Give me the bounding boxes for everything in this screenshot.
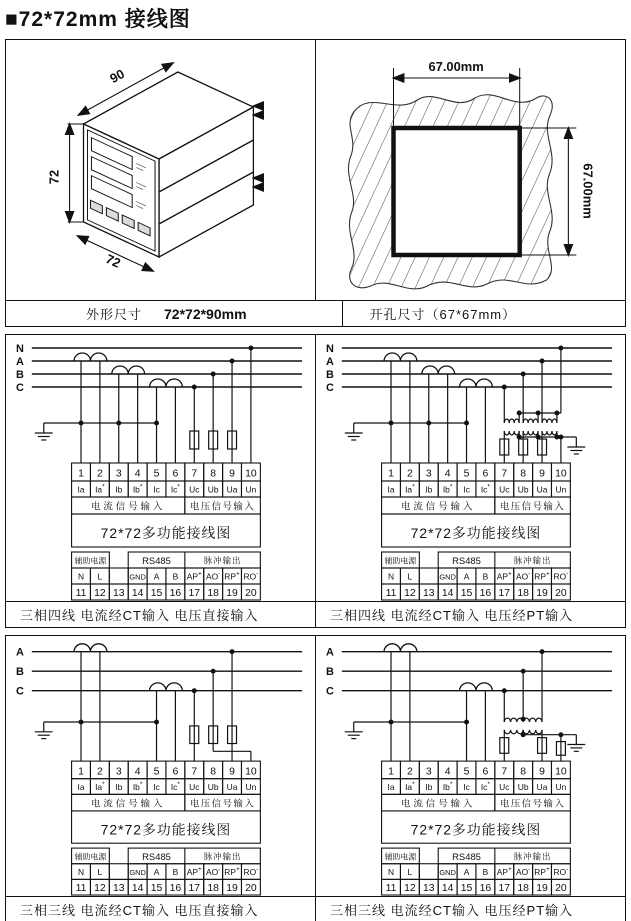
terminal-cell [419, 864, 438, 880]
terminal-number: 7 [501, 766, 508, 778]
ct-icon [74, 644, 107, 652]
terminal-label: Ib [425, 782, 433, 792]
terminal-label: L [97, 867, 103, 877]
terminal-number: 9 [229, 468, 235, 480]
terminal-label: B [172, 867, 179, 877]
terminal-label: Ib [425, 484, 433, 495]
terminal-label: Ia [387, 484, 395, 495]
pt-coil-icon [523, 730, 542, 734]
panel-cutout-drawing [316, 40, 625, 300]
terminal-number: 4 [444, 766, 451, 778]
superscript: + [507, 866, 512, 874]
dim-cutout-width-label: 67.00mm [428, 58, 484, 75]
aux-power-label: 辅助电源 [384, 852, 417, 862]
current-signal-label: 电流信号输入 [400, 798, 476, 809]
rs485-label: RS485 [452, 555, 481, 568]
terminal-number: 15 [150, 587, 163, 600]
terminal-number: 11 [75, 587, 87, 600]
pt-coil-icon [523, 419, 538, 423]
terminal-number: 14 [441, 883, 454, 895]
superscript: - [566, 866, 569, 874]
terminal-number: 6 [172, 766, 179, 778]
rs485-label: RS485 [452, 851, 481, 862]
terminal-label: RP+ [534, 570, 550, 582]
terminal-number: 1 [78, 468, 84, 480]
aux-power-label: 辅助电源 [384, 556, 417, 566]
terminal-label: Ub [207, 782, 219, 792]
terminal-number: 3 [425, 766, 432, 778]
voltage-signal-label: 电压信号输入 [499, 798, 566, 809]
terminal-number: 17 [188, 883, 201, 895]
voltage-signal-label: 电压信号输入 [189, 798, 256, 809]
wiring-panel-3w-pt [316, 636, 625, 896]
terminal-label: RP+ [224, 866, 240, 877]
terminal-number: 18 [207, 883, 219, 895]
terminal-number: 5 [153, 766, 160, 778]
terminal-label: AO- [205, 866, 221, 877]
terminal-label: Ua [536, 782, 548, 792]
terminal-number: 16 [169, 883, 182, 895]
superscript: + [235, 866, 240, 874]
pulse-output-label: 脉冲输出 [513, 851, 552, 862]
terminal-number: 11 [385, 587, 397, 600]
terminal-number: 15 [460, 883, 473, 895]
terminal-number: 7 [501, 468, 508, 480]
ct-icon [384, 644, 417, 652]
phase-label-B: B [15, 368, 24, 382]
terminal-number: 4 [134, 766, 141, 778]
ct-icon [422, 366, 455, 374]
terminal-number: 2 [96, 468, 103, 480]
junction-dot [389, 720, 394, 725]
terminal-number: 1 [388, 468, 394, 480]
superscript: + [507, 570, 512, 578]
page-title: ■72*72mm 接线图 [5, 8, 191, 31]
pulse-output-label: 脉冲输出 [203, 851, 242, 862]
terminal-number: 8 [210, 766, 217, 778]
superscript: - [256, 866, 259, 874]
terminal-number: 4 [444, 468, 451, 480]
mounting-clip-icon [253, 102, 263, 119]
terminal-label: B [172, 571, 179, 582]
terminal-number: 8 [210, 468, 217, 480]
terminal-label: B [482, 571, 489, 582]
terminal-number: 10 [245, 766, 257, 778]
terminal-number: 2 [96, 766, 103, 778]
outline-caption-label: 外形尺寸 [86, 307, 143, 322]
terminal-number: 19 [226, 587, 238, 600]
outline-caption [6, 301, 343, 326]
terminal-label: Ia [77, 782, 85, 792]
pt-coil-icon [504, 419, 519, 423]
superscript: * [139, 781, 143, 789]
superscript: - [528, 570, 531, 578]
terminal-number: 14 [131, 587, 144, 600]
terminal-number: 6 [482, 468, 489, 480]
rs485-label: RS485 [142, 555, 171, 568]
terminal-number: 2 [406, 468, 413, 480]
current-signal-label: 电流信号输入 [400, 501, 476, 513]
terminal-number: 18 [517, 883, 529, 895]
caption-4w-pt: 三相四线 电流经CT输入 电压经PT输入 [330, 608, 574, 623]
terminal-number: 12 [404, 883, 416, 895]
terminal-label: Ib* [132, 483, 143, 495]
phase-label-C: C [15, 381, 24, 395]
junction-dot [116, 421, 121, 426]
junction-dot [464, 720, 469, 725]
terminal-label: Ib [115, 484, 123, 495]
wiring-diagram-4w-direct [6, 335, 315, 601]
terminal-label: RO- [243, 866, 259, 877]
wiring-panel-3w-direct [6, 636, 316, 896]
terminal-label: Uc [189, 782, 200, 792]
superscript: * [449, 781, 453, 789]
dim-width-label: 72 [103, 251, 123, 271]
terminal-label: Ia* [95, 483, 105, 495]
terminal-label: Ic [463, 782, 470, 792]
phase-label-C: C [325, 685, 334, 698]
dim-height [47, 124, 84, 222]
terminal-label: Ia* [95, 781, 105, 792]
aux-power-label: 辅助电源 [74, 556, 107, 566]
terminal-number: 18 [207, 587, 219, 600]
terminal-label: L [407, 571, 413, 582]
wiring-panel-4w-direct [6, 335, 316, 601]
superscript: + [545, 866, 550, 874]
junction-dot [464, 421, 469, 426]
terminal-number: 16 [169, 587, 182, 600]
wiring-panel-4w-pt [316, 335, 625, 601]
aux-power-label: 辅助电源 [74, 852, 107, 862]
phase-label-B: B [325, 368, 334, 382]
terminal-label: AO- [515, 570, 531, 582]
junction-dot [389, 421, 394, 426]
terminal-label: A [463, 867, 470, 877]
terminal-label: Ib [115, 782, 123, 792]
superscript: + [235, 570, 240, 578]
superscript: - [218, 570, 221, 578]
terminal-label: Ia [77, 484, 85, 495]
terminal-cell [419, 568, 438, 584]
terminal-label: Un [555, 782, 567, 792]
terminal-number: 19 [536, 587, 548, 600]
terminal-label: Ic [153, 782, 160, 792]
terminal-number: 10 [245, 468, 257, 480]
phase-label-A: A [15, 355, 24, 369]
superscript: + [197, 866, 202, 874]
cutout-square [393, 128, 519, 255]
current-signal-label: 电流信号输入 [90, 798, 166, 809]
terminal-number: 8 [520, 766, 527, 778]
terminal-label: GND [129, 868, 146, 877]
terminal-number: 20 [555, 883, 567, 895]
voltage-signal-label: 电压信号输入 [499, 501, 566, 513]
terminal-number: 17 [498, 883, 511, 895]
table-title: 72*72多功能接线图 [410, 822, 542, 838]
terminal-number: 1 [388, 766, 394, 778]
terminal-number: 5 [153, 468, 160, 480]
terminal-number: 3 [115, 766, 122, 778]
terminal-number: 15 [460, 587, 473, 600]
superscript: * [449, 483, 453, 491]
terminal-label: Un [245, 782, 257, 792]
terminal-label: Ic* [170, 483, 180, 495]
terminal-label: N [77, 571, 85, 582]
terminal-label: L [407, 867, 413, 877]
phase-label-C: C [15, 685, 24, 698]
caption-3w-pt: 三相三线 电流经CT输入 电压经PT输入 [330, 903, 574, 918]
terminal-label: Ic* [480, 483, 490, 495]
dim-height-label: 72 [46, 169, 62, 185]
superscript: - [566, 570, 569, 578]
junction-dot [517, 411, 522, 416]
terminal-number: 13 [422, 883, 435, 895]
superscript: * [139, 483, 143, 491]
wiring-diagram-3w-pt [316, 636, 625, 896]
terminal-number: 9 [539, 468, 545, 480]
dim-cutout-height-label: 67.00mm [580, 163, 596, 219]
superscript: * [412, 781, 415, 789]
junction-dot [536, 411, 541, 416]
junction-dot [554, 411, 559, 416]
voltage-signal-label: 电压信号输入 [189, 501, 256, 513]
outline-caption-value: 72*72*90mm [164, 305, 247, 322]
phase-label-A: A [325, 646, 334, 659]
superscript: * [177, 483, 180, 491]
terminal-label: Ia [387, 782, 395, 792]
terminal-label: Ia* [405, 483, 415, 495]
terminal-number: 3 [115, 468, 122, 480]
junction-dot [154, 720, 159, 725]
pt-coil-icon [504, 431, 519, 435]
ct-icon [460, 683, 493, 691]
terminal-cell [109, 864, 128, 880]
terminal-label: RO- [243, 570, 259, 582]
terminal-label: Ib* [132, 781, 143, 792]
terminal-number: 6 [172, 468, 179, 480]
ct-icon [150, 683, 183, 691]
terminal-number: 6 [482, 766, 489, 778]
junction-dot [79, 421, 84, 426]
phase-label-A: A [15, 646, 24, 659]
superscript: + [545, 570, 550, 578]
phase-label-A: A [325, 355, 334, 369]
ct-icon [112, 366, 145, 374]
phase-label-B: B [325, 666, 334, 679]
terminal-label: Ia* [405, 781, 415, 792]
terminal-number: 9 [229, 766, 235, 778]
superscript: - [218, 866, 221, 874]
pt-coil-icon [542, 431, 557, 435]
terminal-number: 14 [131, 883, 144, 895]
terminal-number: 15 [150, 883, 163, 895]
dim-depth-label: 90 [107, 65, 127, 87]
terminal-number: 10 [555, 468, 567, 480]
terminal-label: A [153, 867, 160, 877]
table-title: 72*72多功能接线图 [410, 524, 542, 542]
phase-label-N: N [15, 342, 24, 356]
terminal-number: 17 [188, 587, 201, 600]
cutout-drawing-panel [316, 40, 625, 300]
pulse-output-label: 脉冲输出 [513, 555, 552, 566]
terminal-label: AP+ [496, 570, 512, 582]
cutout-caption: 开孔尺寸（67*67mm） [369, 307, 517, 322]
terminal-label: AP+ [496, 866, 512, 877]
terminal-number: 10 [555, 766, 567, 778]
terminal-label: Ib* [442, 781, 453, 792]
terminal-number: 5 [463, 766, 470, 778]
section-4wire [5, 334, 626, 628]
junction-dot [154, 421, 159, 426]
terminal-number: 7 [191, 468, 198, 480]
phase-label-B: B [15, 666, 24, 679]
terminal-number: 1 [78, 766, 84, 778]
ct-icon [460, 379, 493, 387]
ct-icon [384, 353, 417, 361]
terminal-number: 19 [536, 883, 548, 895]
phase-label-N: N [325, 342, 334, 356]
superscript: * [487, 483, 490, 491]
terminal-cell [109, 568, 128, 584]
terminal-number: 14 [441, 587, 454, 600]
terminal-label: GND [129, 572, 146, 582]
pt-coil-icon [523, 431, 538, 435]
terminal-label: B [482, 867, 489, 877]
terminal-label: RO- [553, 866, 569, 877]
superscript: * [412, 483, 415, 491]
wiring-diagram-3w-direct [6, 636, 315, 896]
terminal-label: Ua [536, 484, 548, 495]
ct-icon [74, 353, 107, 361]
pt-coil-icon [542, 419, 557, 423]
outline-drawing-panel [6, 40, 316, 300]
terminal-number: 13 [112, 883, 125, 895]
rs485-label: RS485 [142, 851, 171, 862]
terminal-label: A [463, 571, 470, 582]
terminal-label: Ua [226, 782, 238, 792]
terminal-number: 8 [520, 468, 527, 480]
terminal-number: 18 [517, 587, 529, 600]
junction-dot [79, 720, 84, 725]
terminal-number: 12 [94, 883, 106, 895]
terminal-label: RP+ [224, 570, 240, 582]
pt-coil-icon [523, 718, 542, 722]
terminal-label: Ub [207, 484, 219, 495]
terminal-label: AO- [205, 570, 221, 582]
terminal-label: Uc [499, 782, 510, 792]
terminal-number: 20 [245, 587, 257, 600]
terminal-label: Uc [499, 484, 510, 495]
pt-coil-icon [504, 730, 523, 734]
terminal-label: Un [555, 484, 567, 495]
terminal-label: L [97, 571, 103, 582]
terminal-number: 16 [479, 883, 492, 895]
terminal-number: 13 [422, 587, 435, 600]
pulse-output-label: 脉冲输出 [203, 555, 242, 566]
terminal-label: Ic [463, 484, 470, 495]
wiring-diagram-4w-pt [316, 335, 625, 601]
terminal-label: Un [245, 484, 257, 495]
terminal-number: 9 [539, 766, 545, 778]
terminal-label: Ib* [442, 483, 453, 495]
terminal-number: 2 [406, 766, 413, 778]
junction-dot [426, 421, 431, 426]
terminal-label: Ic* [480, 781, 490, 792]
terminal-label: Ic* [170, 781, 180, 792]
terminal-label: AP+ [186, 866, 202, 877]
current-signal-label: 电流信号输入 [90, 501, 166, 513]
terminal-label: A [153, 571, 160, 582]
mounting-clip-icon [253, 174, 263, 191]
terminal-number: 7 [191, 766, 198, 778]
section-dimensions [5, 39, 626, 327]
terminal-label: Ub [517, 782, 529, 792]
pt-coil-icon [504, 718, 523, 722]
terminal-number: 11 [75, 883, 87, 895]
superscript: * [487, 781, 490, 789]
terminal-label: N [387, 867, 395, 877]
terminal-label: AP+ [186, 570, 202, 582]
terminal-number: 16 [479, 587, 492, 600]
phase-label-C: C [325, 381, 334, 395]
terminal-label: Ub [517, 484, 529, 495]
table-title: 72*72多功能接线图 [100, 822, 232, 838]
terminal-label: Ic [153, 484, 160, 495]
section-3wire [5, 635, 626, 921]
superscript: - [256, 570, 259, 578]
superscript: * [102, 781, 105, 789]
terminal-label: N [387, 571, 395, 582]
terminal-number: 12 [94, 587, 106, 600]
terminal-number: 11 [385, 883, 397, 895]
terminal-label: Uc [189, 484, 200, 495]
terminal-number: 17 [498, 587, 511, 600]
terminal-label: GND [439, 868, 456, 877]
terminal-number: 4 [134, 468, 141, 480]
terminal-label: RO- [553, 570, 569, 582]
terminal-label: GND [439, 572, 456, 582]
terminal-number: 12 [404, 587, 416, 600]
terminal-label: AO- [515, 866, 531, 877]
superscript: * [177, 781, 180, 789]
caption-4w-direct: 三相四线 电流经CT输入 电压直接输入 [6, 602, 316, 627]
terminal-number: 20 [555, 587, 567, 600]
terminal-number: 5 [463, 468, 470, 480]
terminal-number: 13 [112, 587, 125, 600]
caption-3w-direct: 三相三线 电流经CT输入 电压直接输入 [6, 897, 316, 921]
superscript: * [102, 483, 105, 491]
terminal-number: 20 [245, 883, 257, 895]
ct-icon [150, 379, 183, 387]
meter-3d-drawing [6, 40, 315, 300]
superscript: - [528, 866, 531, 874]
superscript: + [197, 570, 202, 578]
terminal-label: RP+ [534, 866, 550, 877]
terminal-number: 3 [425, 468, 432, 480]
table-title: 72*72多功能接线图 [100, 524, 232, 542]
terminal-number: 19 [226, 883, 238, 895]
terminal-label: Ua [226, 484, 238, 495]
terminal-label: N [77, 867, 85, 877]
